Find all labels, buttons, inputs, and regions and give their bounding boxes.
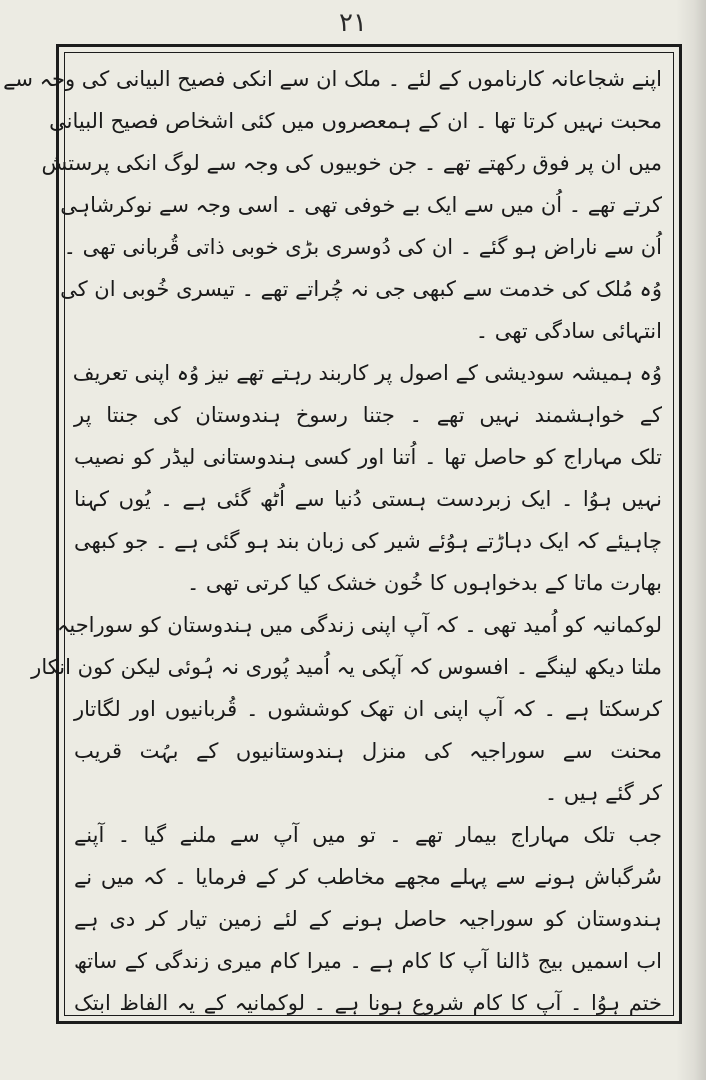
text-line: انتہائی سادگی تھی ۔ [475,319,662,343]
text-line: بھارت ماتا کے بدخواہوں کا خُون خشک کیا کرتی تھی ۔ [186,571,662,595]
text-line: نہیں ہوُا ۔ ایک زبردست ہستی دُنیا سے اُٹھ گئی ہے ۔ یُوں کہنا [74,487,662,511]
text-line: کر گئے ہیں ۔ [544,781,662,805]
text-line: جب تلک مہاراج بیمار تھے ۔ تو میں آپ سے ملنے گیا ۔ آپنے [74,823,662,847]
page-text [3,58,662,1015]
text-line: لوکمانیہ کو اُمید تھی ۔ کہ آپ اپنی زندگی میں ہندوستان کو سوراجیہ [57,613,662,637]
text-line: ہندوستان کو سوراجیہ حاصل ہونے کے لئے زمین تیار کر دی ہے [74,907,662,931]
text-line: ختم ہوُا ۔ آپ کا کام شروع ہونا ہے ۔ لوکمانیہ کے یہ الفاظ ابتک [74,991,662,1015]
text-line: وُہ ہمیشہ سودیشی کے اصول پر کاربند رہتے تھے نیز وُہ اپنی تعریف [72,361,662,385]
text-line: کے خواہشمند نہیں تھے ۔ جتنا رسوخ ہندوستان کی جنتا پر [74,403,662,427]
text-line: وُہ مُلک کی خدمت سے کبھی جی نہ چُراتے تھے ۔ تیسری خُوبی ان کی [60,277,662,301]
text-line: سُرگباش ہونے سے پہلے مجھے مخاطب کر کے فرمایا ۔ کہ میں نے [74,865,662,889]
paragraph [74,352,662,604]
text-line: تلک مہاراج کو حاصل تھا ۔ اُتنا اور کسی ہندوستانی لیڈر کو نصیب [74,445,662,469]
text-line: چاہیئے کہ ایک دہاڑتے ہوُئے شیر کی زبان بند ہو گئی ہے ۔ جو کبھی [74,529,662,553]
text-line: میں ان پر فوق رکھتے تھے ۔ جن خوبیوں کی وجہ سے لوگ انکی پرستش [41,151,662,175]
text-line: اپنے شجاعانہ کارناموں کے لئے ۔ ملک ان سے انکی فصیح البیانی کی وجہ سے [3,67,662,91]
paragraph [3,58,662,352]
page-number: ۲۱ [339,8,367,38]
paragraph [31,604,662,814]
paragraph [74,814,662,1024]
text-line: اُن سے ناراض ہو گئے ۔ ان کی دُوسری بڑی خوبی ذاتی قُربانی تھی ۔ [63,235,662,259]
text-line: محنت سے سوراجیہ کی منزل ہندوستانیوں کے بہُت قریب [74,739,662,763]
text-line: محبت نہیں کرتا تھا ۔ ان کے ہمعصروں میں کئی اشخاص فصیح البیانی [49,109,662,133]
text-line: کرسکتا ہے ۔ کہ آپ اپنی ان تھک کوششوں ۔ قُربانیوں اور لگاتار [74,697,662,721]
text-line: ملتا دیکھ لینگے ۔ افسوس کہ آپکی یہ اُمید پُوری نہ ہُوئی لیکن کون انکار [31,655,662,679]
text-line: کرتے تھے ۔ اُن میں سے ایک بے خوفی تھی ۔ اسی وجہ سے نوکرشاہی [60,193,662,217]
text-line: اب اسمیں بیج ڈالنا آپ کا کام ہے ۔ میرا کام میری زندگی کے ساتھ [74,949,662,973]
